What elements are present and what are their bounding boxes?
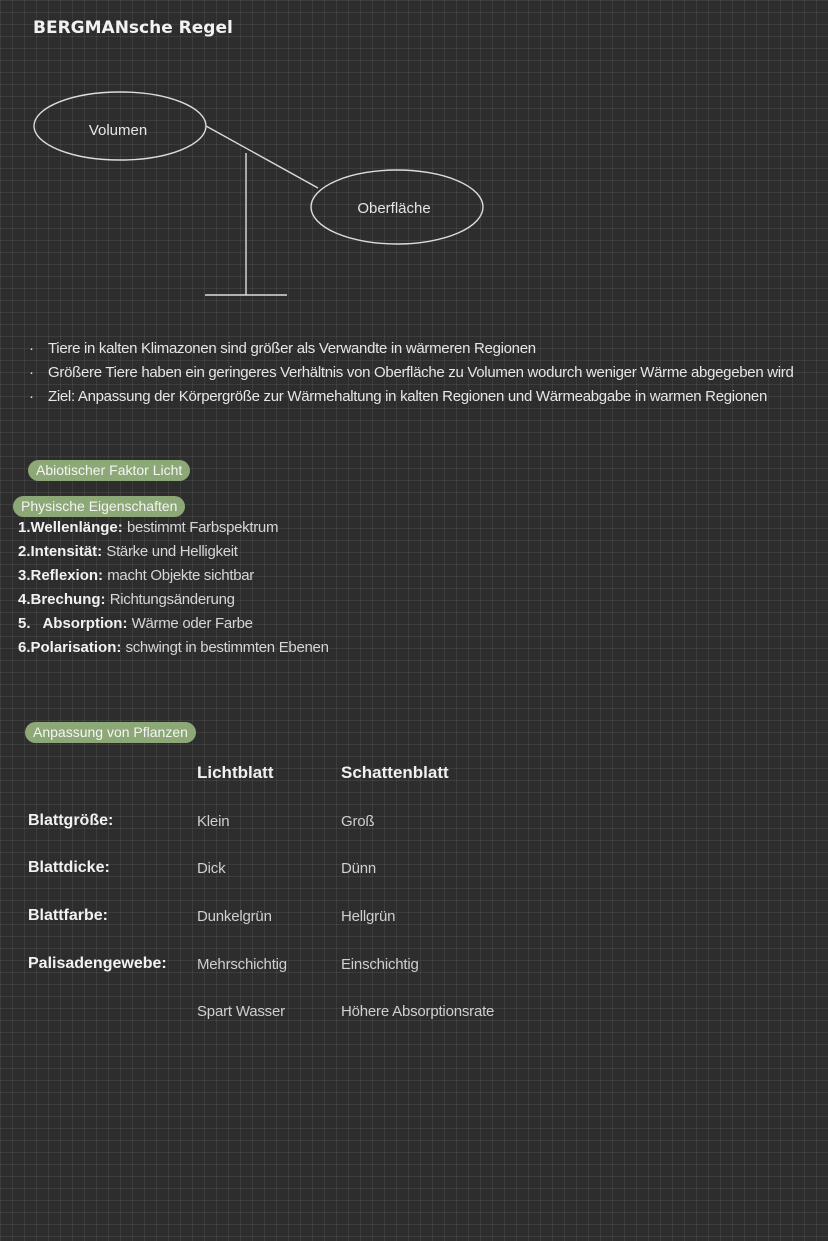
bullet-text: Ziel: Anpassung der Körpergröße zur Wärmehaltung in kalten Regionen und Wärmeabgabe in warmen Regionen <box>48 388 767 405</box>
bullet-text: Größere Tiere haben ein geringeres Verhältnis von Oberfläche zu Volumen wodurch weniger Wärme abgegeben wird <box>48 364 794 381</box>
table-cell: Mehrschichtig <box>197 956 287 973</box>
list-item: · Tiere in kalten Klimazonen sind größer als Verwandte in wärmeren Regionen <box>29 340 536 357</box>
volume-label: Volumen <box>88 122 148 139</box>
row-label: Blattfarbe: <box>28 907 109 924</box>
table-cell: Spart Wasser <box>197 1003 285 1020</box>
property-term: 5. Absorption: <box>18 615 128 632</box>
bullet-text: Tiere in kalten Klimazonen sind größer als Verwandte in wärmeren Regionen <box>48 340 536 357</box>
table-cell: Dick <box>197 860 226 877</box>
property-desc: schwingt in bestimmten Ebenen <box>125 639 329 656</box>
property-term: 3.Reflexion: <box>18 567 104 584</box>
surface-label: Oberfläche <box>357 200 431 217</box>
property-term: 4.Brechung: <box>18 591 106 608</box>
table-cell: Einschichtig <box>341 956 419 973</box>
property-desc: macht Objekte sichtbar <box>107 567 255 584</box>
list-item <box>18 636 329 660</box>
column-header-shade-leaf: Schattenblatt <box>341 763 449 782</box>
list-item <box>18 588 329 612</box>
list-item <box>18 540 329 564</box>
property-desc: Stärke und Helligkeit <box>106 543 238 560</box>
balance-diagram <box>0 0 828 320</box>
property-desc: bestimmt Farbspektrum <box>126 519 279 536</box>
row-label: Blattgröße: <box>28 812 114 829</box>
row-label: Blattdicke: <box>28 859 110 876</box>
list-item: · Größere Tiere haben ein geringeres Verhältnis von Oberfläche zu Volumen wodurch weniger Wärme abgegeben wird <box>29 364 794 381</box>
property-desc: Wärme oder Farbe <box>131 615 253 632</box>
list-item <box>18 612 329 636</box>
section-heading-plants: Anpassung von Pflanzen <box>25 722 196 743</box>
property-term: 2.Intensität: <box>18 543 103 560</box>
bullet-list <box>22 337 794 409</box>
row-label: Palisadengewebe: <box>28 955 167 972</box>
section-heading-physics: Physische Eigenschaften <box>13 496 185 517</box>
property-desc: Richtungsänderung <box>109 591 235 608</box>
table-cell: Klein <box>197 813 230 830</box>
property-term: 6.Polarisation: <box>18 639 122 656</box>
balance-beam <box>206 126 318 188</box>
section-heading-light: Abiotischer Faktor Licht <box>28 460 190 481</box>
list-item <box>18 564 329 588</box>
page-title: BERGMANsche Regel <box>33 18 233 38</box>
table-cell: Dünn <box>341 860 377 877</box>
column-header-light-leaf: Lichtblatt <box>197 763 274 782</box>
table-cell: Groß <box>341 813 375 830</box>
list-item: · Ziel: Anpassung der Körpergröße zur Wärmehaltung in kalten Regionen und Wärmeabgabe in warmen Regionen <box>29 388 767 405</box>
list-item <box>18 516 329 540</box>
properties-list <box>18 516 329 660</box>
table-cell: Dunkelgrün <box>197 908 272 925</box>
table-cell: Höhere Absorptionsrate <box>341 1003 495 1020</box>
property-term: 1.Wellenlänge: <box>18 519 123 536</box>
table-cell: Hellgrün <box>341 908 396 925</box>
